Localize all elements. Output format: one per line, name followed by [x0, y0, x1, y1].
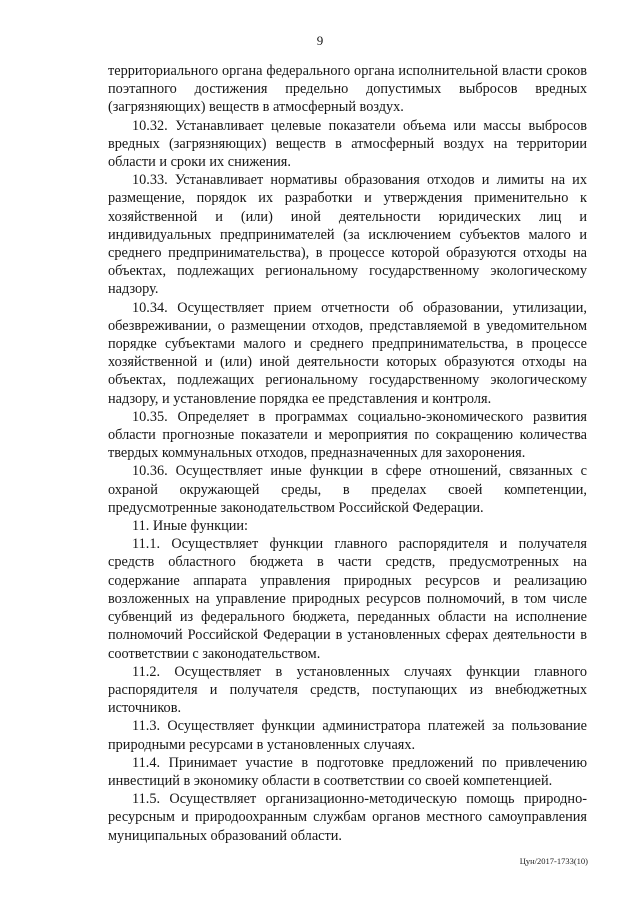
page-number: 9 — [316, 33, 324, 48]
paragraph-11-5: 11.5. Осуществляет организационно-методическую помощь природно-ресурсным и природоохранным службам органов местного самоуправления муниципальных образований области. — [108, 791, 587, 844]
paragraph-11-2: 11.2. Осуществляет в установленных случаях функции главного распорядителя и получателя средств, поступающих из внебюджетных источников. — [108, 663, 587, 717]
document-body — [108, 62, 587, 845]
paragraph-11-4: 11.4. Принимает участие в подготовке предложений по привлечению инвестиций в экономику области в соответствии со своей компетенцией. — [108, 754, 587, 789]
paragraph-10-35: 10.35. Определяет в программах социально-экономического развития области прогнозные показатели и мероприятия по сокращению количества твердых коммунальных отходов, предназначенных для захоронения. — [108, 408, 587, 462]
document-footer-code: Цун/2017-1733(10) — [519, 856, 588, 866]
section-heading-11: 11. Иные функции: — [132, 518, 248, 535]
paragraph-11-3: 11.3. Осуществляет функции администратора платежей за пользование природными ресурсами в установленных случаях. — [108, 718, 587, 753]
paragraph-10-32: 10.32. Устанавливает целевые показатели объема или массы выбросов вредных (загрязняющих) веществ в атмосферный воздух на территории области и сроки их снижения. — [108, 117, 587, 171]
paragraph-10-36: 10.36. Осуществляет иные функции в сфере отношений, связанных с охраной окружающей среды, в пределах своей компетенции, предусмотренные законодательством Российской Федерации. — [108, 463, 587, 516]
paragraph-10-34: 10.34. Осуществляет прием отчетности об образовании, утилизации, обезвреживании, о размещении отходов, представляемой в уведомительном порядке субъектами малого и среднего предпринимательства, в процессе хозяйственной и (или) иной деятельности которых образуются отходы на объектах, подлежащих региональному государственному экологическому надзору, и установление порядка ее представления и контроля. — [108, 299, 587, 407]
continued-paragraph: территориального органа федерального органа исполнительной власти сроков поэтапного достижения предельно допустимых выбросов вредных (загрязняющих) веществ в атмосферный воздух. — [108, 63, 587, 116]
paragraph-10-33: 10.33. Устанавливает нормативы образования отходов и лимиты на их размещение, порядок их разработки и утверждения применительно к хозяйственной и (или) иной деятельности юридических лиц и индивидуальных предпринимателей (за исключением субъектов малого и среднего предпринимательства), в процессе которой образуются отходы на объектах, подлежащих региональному государственному экологическому надзору. — [108, 172, 587, 298]
paragraph-11-1: 11.1. Осуществляет функции главного распорядителя и получателя средств областного бюджета в части средств, предусмотренных на содержание аппарата управления природных ресурсов и реализацию возложенных на управление природных ресурсов полномочий, в том числе субвенций из федерального бюджета, переданных области на исполнение полномочий Российской Федерации в установленных сферах деятельности в соответствии с законодательством. — [108, 536, 587, 662]
